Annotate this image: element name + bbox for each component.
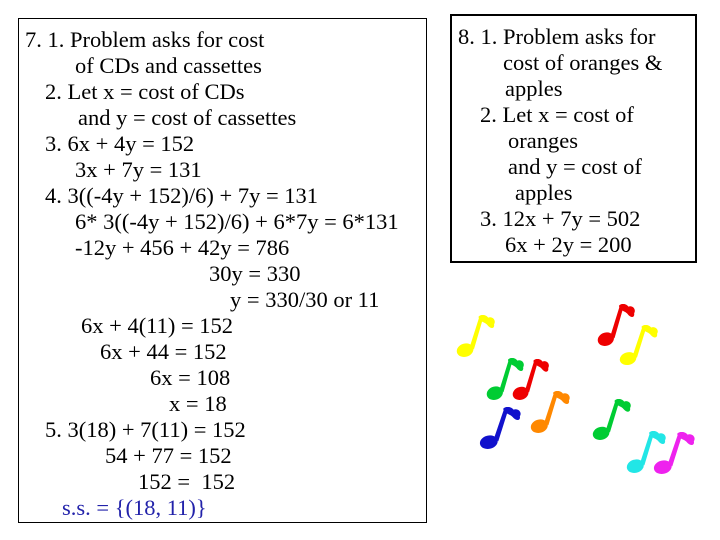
worked-step-line: and y = cost of: [508, 154, 642, 179]
worked-step-line: 6x + 2y = 200: [505, 232, 632, 257]
worked-step-line: 5. 3(18) + 7(11) = 152: [45, 417, 246, 442]
worked-step-line: 7. 1. Problem asks for cost: [25, 27, 265, 52]
worked-step-line: 3x + 7y = 131: [75, 157, 202, 182]
worked-step-line: 6x + 4(11) = 152: [81, 313, 234, 338]
worked-step-line: 54 + 77 = 152: [105, 443, 232, 468]
worked-step-line: 8. 1. Problem asks for: [458, 24, 656, 49]
worked-step-line: 152 = 152: [138, 469, 236, 494]
worked-step-line: y = 330/30 or 11: [230, 287, 380, 312]
worked-step-line: 2. Let x = cost of: [480, 102, 634, 127]
orange-music-note-icon: [529, 391, 572, 435]
worked-step-line: 30y = 330: [209, 261, 301, 286]
yellow-music-note-icon: [455, 315, 497, 359]
worked-step-line: 3. 6x + 4y = 152: [45, 131, 195, 156]
worked-step-line: x = 18: [169, 391, 227, 416]
worked-step-line: apples: [515, 180, 573, 205]
worked-step-line: and y = cost of cassettes: [78, 105, 297, 130]
worked-step-line: 4. 3((-4y + 152)/6) + 7y = 131: [45, 183, 319, 208]
solution-set-line: s.s. = {(18, 11)}: [62, 495, 207, 520]
worked-step-line: 2. Let x = cost of CDs: [45, 79, 245, 104]
worked-step-line: cost of oranges &: [503, 50, 663, 75]
worked-step-line: 6* 3((-4y + 152)/6) + 6*7y = 6*131: [75, 209, 399, 234]
worked-step-line: 3. 12x + 7y = 502: [480, 206, 641, 231]
worked-step-line: 6x + 44 = 152: [100, 339, 227, 364]
worked-step-line: 6x = 108: [150, 365, 231, 390]
worked-step-line: of CDs and cassettes: [75, 53, 262, 78]
worked-step-line: apples: [505, 76, 563, 101]
blue-music-note-icon: [478, 407, 523, 451]
worked-step-line: oranges: [508, 128, 578, 153]
worked-step-line: -12y + 456 + 42y = 786: [75, 235, 290, 260]
magenta-music-note-icon: [652, 432, 697, 476]
yellow-music-note-icon: [618, 325, 660, 367]
